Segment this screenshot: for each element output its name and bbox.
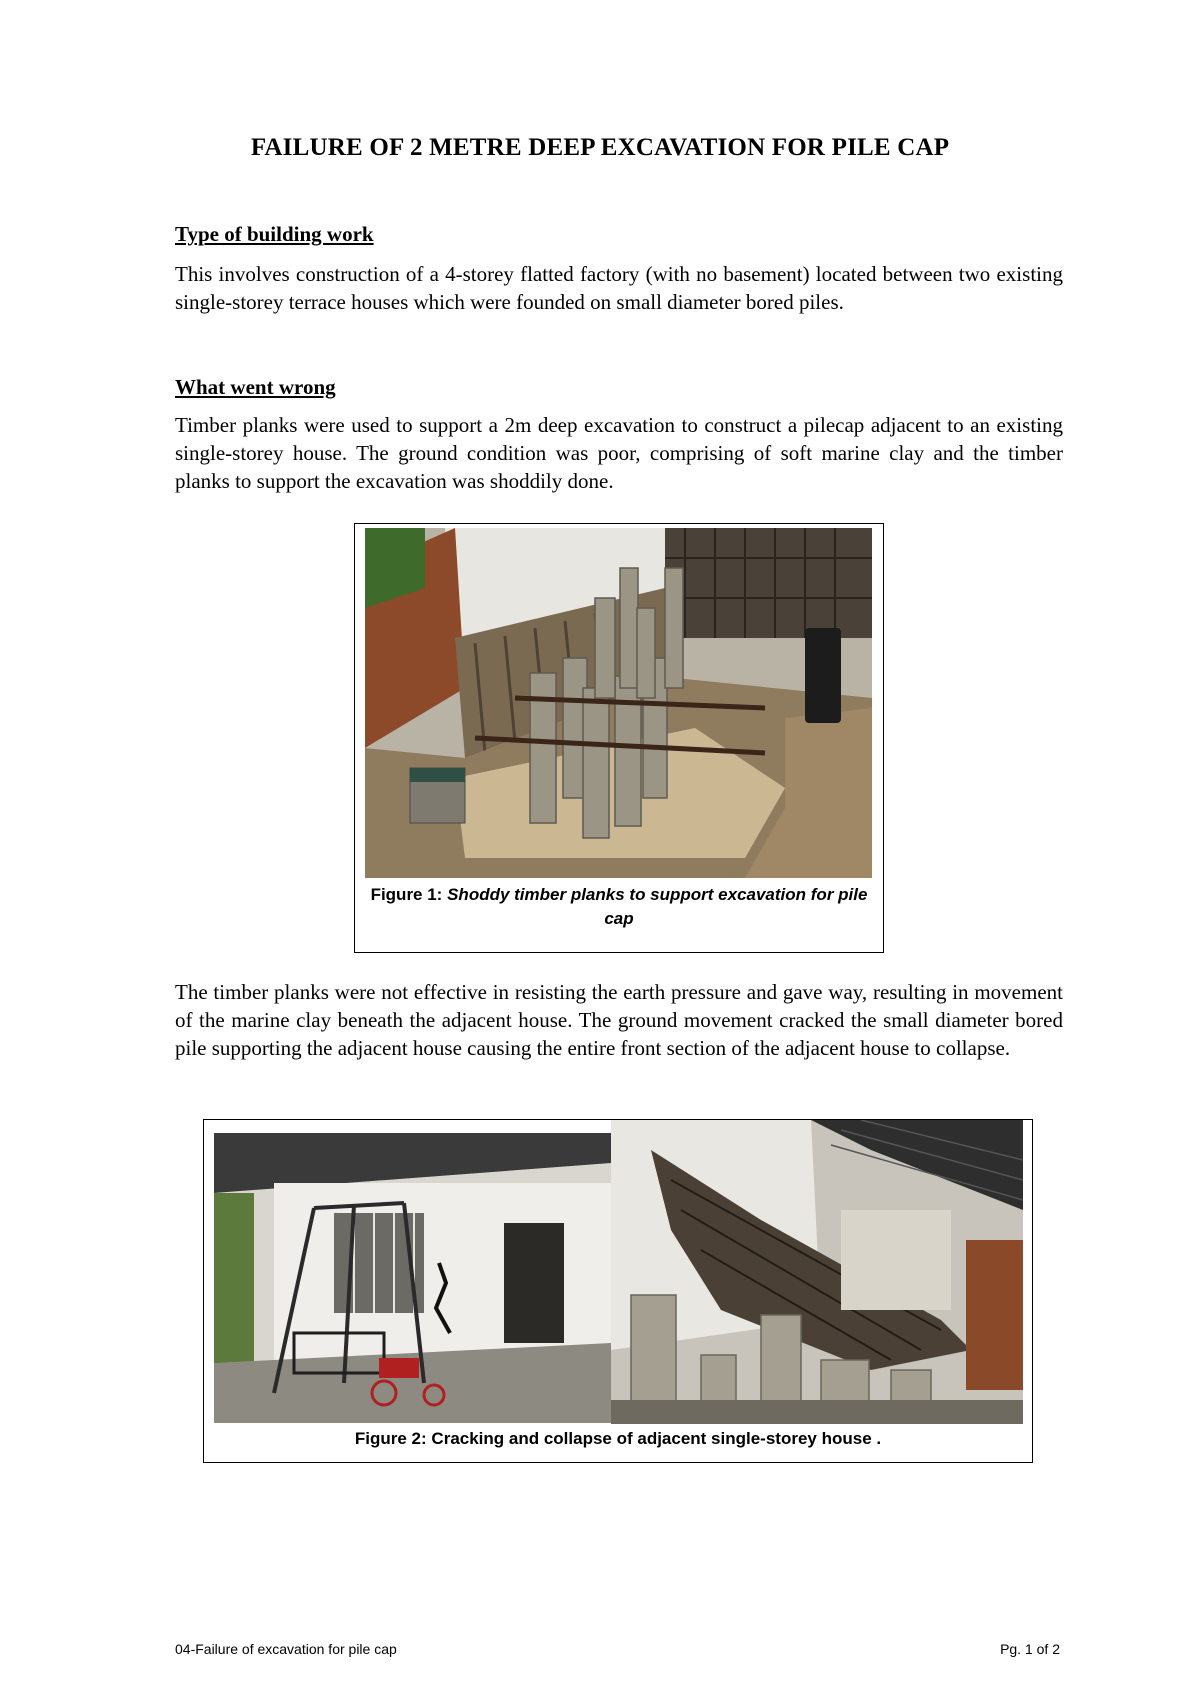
figure-2-label: Figure 2: [354, 1429, 427, 1448]
figure-2-photo-left [214, 1133, 611, 1423]
figure-2-photo-right [611, 1120, 1023, 1424]
figure-1-caption-text: Shoddy timber planks to support excavation for pile cap [447, 885, 868, 928]
figure-1 [354, 523, 884, 953]
section-body-what-went-wrong: Timber planks were used to support a 2m deep excavation to construct a pilecap adjacent to an existing single-storey house. The ground condition was poor, comprising of soft marine clay and the timber planks to support the excavation was shoddily done. [175, 413, 1063, 493]
section-heading-type-of-building-work: Type of building work [175, 222, 374, 246]
figure-1-photo [365, 528, 872, 878]
collapsed-house-photo-illustration [611, 1120, 1023, 1424]
excavation-photo-illustration [365, 528, 872, 878]
footer-document-name: 04-Failure of excavation for pile cap [175, 1641, 397, 1657]
page-title: FAILURE OF 2 METRE DEEP EXCAVATION FOR PILE CAP [250, 134, 950, 161]
figure-2-caption [204, 1427, 1032, 1451]
footer-page-number: Pg. 1 of 2 [1000, 1641, 1060, 1657]
body-paragraph-ground-movement: The timber planks were not effective in resisting the earth pressure and gave way, resulting in movement of the marine clay beneath the adjacent house. The ground movement cracked the small diameter bored pile supporting the adjacent house causing the entire front section of the adjacent house to collapse. [175, 980, 1063, 1060]
cracked-house-photo-illustration [214, 1133, 611, 1423]
figure-2-caption-text: Cracking and collapse of adjacent single-storey house . [431, 1429, 882, 1448]
figure-2 [203, 1119, 1033, 1463]
figure-1-label: Figure 1: [370, 885, 443, 904]
section-heading-what-went-wrong: What went wrong [175, 375, 336, 399]
section-body-type-of-building-work: This involves construction of a 4-storey flatted factory (with no basement) located between two existing single-storey terrace houses which were founded on small diameter bored piles. [175, 262, 1063, 314]
figure-1-caption [355, 883, 883, 931]
